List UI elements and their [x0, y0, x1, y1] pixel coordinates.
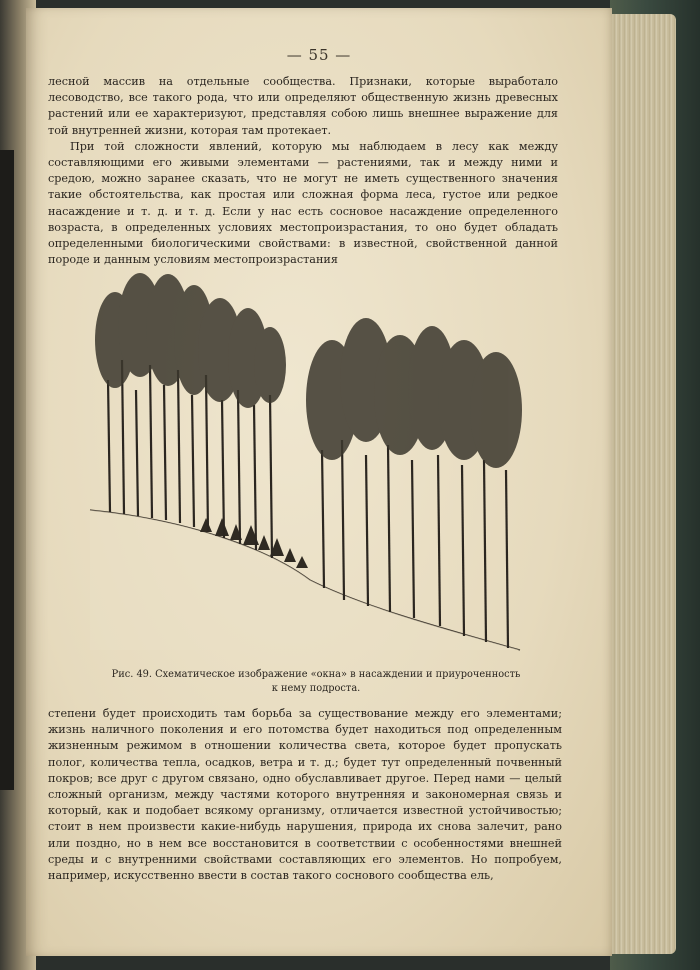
paragraph-3: степени будет происходить там борьба за существование между его элементами; жизнь наличного поколения и его потомства будет находиться под определенным жизненным режимом в отношении количества света, которое будет пропускать полог, количества тепла, осадков, ветра и т. д.; будет тут определенный почвенный покров; все друг с другом связано, одно обуславливает другое. Перед нами — целый сложный организм, между частями которого внутренняя и закономерная связь и который, как и подобает всякому организму, отличается известной устойчивостью; стоит в нем произвести какие-нибудь нарушения, природа их снова залечит, рано или поздно, но в нем все восстановится в соответствии с особенностями внешней среды и с внутренними свойствами составляющих его элементов. Но попробуем, например, искусственно ввести в состав такого соснового сообщества ель, — [48, 707, 562, 883]
book-page — [26, 8, 612, 956]
figure-caption — [86, 668, 546, 696]
tree-crowns-right — [306, 318, 522, 468]
paragraph-1: лесной массив на отдельные сообщества. Признаки, которые выработало лесоводство, все такого рода, что или определяют общественную жизнь древесных растений или ее характеризуют, представляя собою лишь внешнее выражение для той внутренней жизни, которая там протекает. — [48, 75, 558, 137]
page-number: — 55 — — [286, 46, 352, 64]
paragraph-2: При той сложности явлений, которую мы наблюдаем в лесу как между составляющими его живыми элементами — растениями, так и между ними и средою, можно заранее сказать, что не могут не иметь существенного значения такие обстоятельства, как простая или сложная форма леса, густое или редкое насаждение и т. д. и т. д. Если у нас есть сосновое насаждение определенного возраста, в определенных условиях местопроизрастания, то оно будет обладать определенными биологическими свойствами: в известной, свойственной данной породе и данным условиям местопроизрастания — [48, 139, 558, 267]
caption-line-1: Рис. 49. Схематическое изображение «окна» в насаждении и приуроченность — [111, 669, 521, 680]
text-block-top — [48, 74, 558, 268]
left-page-illustration-fragment — [0, 150, 14, 790]
forest-window-illustration — [70, 270, 540, 660]
caption-line-2: к нему подроста. — [271, 683, 361, 694]
tree-crowns-left — [95, 273, 286, 408]
